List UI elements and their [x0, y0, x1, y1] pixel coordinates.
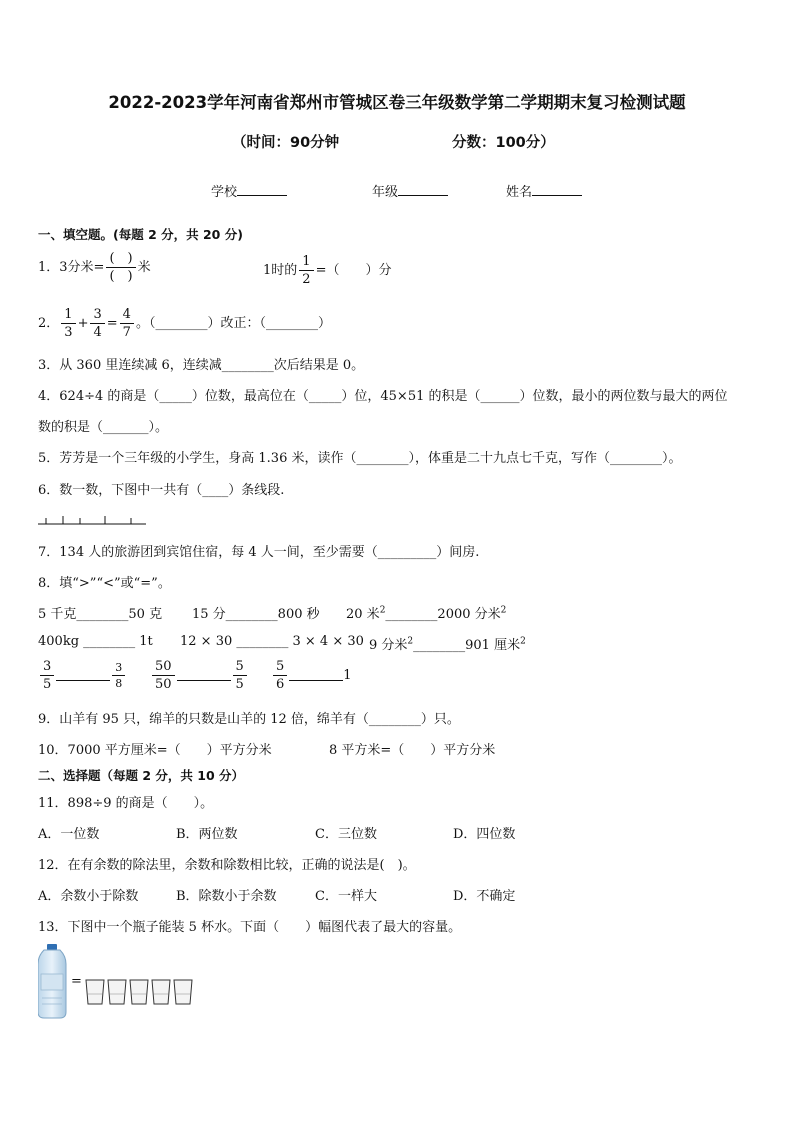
q12-option-b[interactable]: B．除数小于余数 — [176, 889, 277, 904]
q8-row1-a: 5 千克________50 克 — [38, 607, 163, 622]
q8-row3-c: $\frac{5}{6}$ 1 — [271, 660, 352, 691]
q8-row2-c: 9 分米$^2$________901 厘米$^2$ — [369, 636, 526, 653]
section1-heading: 一、填空题。(每题 2 分，共 20 分) — [38, 227, 243, 242]
question-11: 11．898÷9 的商是（ ）。 — [38, 796, 214, 811]
question-10a: 10．7000 平方厘米=（ ）平方分米 — [38, 743, 272, 758]
name-blank[interactable] — [532, 181, 582, 196]
q12-option-d[interactable]: D．不确定 — [453, 889, 516, 904]
school-label: 学校 — [211, 185, 238, 200]
exam-score: 分数：100分） — [452, 135, 555, 151]
q11-option-d[interactable]: D．四位数 — [453, 827, 516, 842]
question-1b: 1时的 $\frac{1}{2}$ =（ ）分 — [263, 254, 392, 287]
question-7: 7．134 人的旅游团到宾馆住宿，每 4 人一间，至少需要（_________）间房. — [38, 545, 480, 560]
question-4-line2: 数的积是（_______）。 — [38, 420, 169, 435]
name-label: 姓名 — [506, 185, 533, 200]
q8-row3-a: $\frac{3}{5}$ $\frac{3}{8}$ — [38, 660, 127, 691]
exam-time: （时间：90分钟 — [232, 135, 340, 151]
question-9: 9．山羊有 95 只，绵羊的只数是山羊的 12 倍，绵羊有（________）只。 — [38, 712, 460, 727]
q8-row1-b: 15 分________800 秒 — [192, 607, 320, 622]
exam-title: 2022-2023学年河南省郑州市管城区卷三年级数学第二学期期末复习检测试题 — [108, 93, 686, 112]
question-6: 6．数一数，下图中一共有（____）条线段. — [38, 483, 285, 498]
question-12: 12．在有余数的除法里，余数和除数相比较，正确的说法是( )。 — [38, 858, 416, 873]
question-3: 3．从 360 里连续减 6，连续减________次后结果是 0。 — [38, 358, 365, 373]
question-10b: 8 平方米=（ ）平方分米 — [329, 743, 496, 758]
q8-row1-c: 20 米$^2$________2000 分米$^2$ — [346, 605, 507, 622]
question-1a: 1．3分米= $\frac{( )}{( )}$ 米 — [38, 251, 151, 284]
question-2: 2． $\frac{1}{3}$ + $\frac{3}{4}$ = $\frac{4}{7}$ 。（________）改正：（________） — [38, 307, 331, 340]
q11-option-a[interactable]: A．一位数 — [38, 827, 100, 842]
q11-option-b[interactable]: B．两位数 — [176, 827, 238, 842]
question-4-line1: 4．624÷4 的商是（_____）位数，最高位在（_____）位，45×51 的积是（______）位数，最小的两位数与最大的两位 — [38, 389, 728, 404]
q12-option-c[interactable]: C．一样大 — [315, 889, 377, 904]
section2-heading: 二、选择题（每题 2 分，共 10 分） — [38, 768, 245, 783]
school-blank[interactable] — [237, 181, 287, 196]
school-field — [211, 181, 287, 200]
name-field — [506, 181, 582, 200]
q12-option-a[interactable]: A．余数小于除数 — [38, 889, 139, 904]
q8-row2-b: 12 × 30 ________ 3 × 4 × 30 — [180, 634, 364, 649]
equals-sign: = — [71, 974, 82, 989]
question-8: 8．填“>”“<”或“=”。 — [38, 576, 171, 591]
q8-row2-a: 400kg ________ 1t — [38, 634, 153, 649]
grade-field — [372, 181, 448, 200]
q8-row3-b: $\frac{50}{50}$ $\frac{5}{5}$ — [150, 660, 249, 691]
q11-option-c[interactable]: C．三位数 — [315, 827, 377, 842]
question-13: 13．下图中一个瓶子能装 5 杯水。下面（ ）幅图代表了最大的容量。 — [38, 920, 462, 935]
fraction-blank: $\frac{( )}{( )}$ — [106, 252, 135, 283]
grade-label: 年级 — [372, 185, 399, 200]
line-segment-figure — [38, 512, 150, 526]
fraction-half: $\frac{1}{2}$ — [299, 255, 313, 286]
question-5: 5．芳芳是一个三年级的小学生，身高 1.36 米，读作（________），体重是二十九点七千克，写作（________）。 — [38, 451, 682, 466]
cups-icon — [84, 978, 194, 1008]
grade-blank[interactable] — [398, 181, 448, 196]
